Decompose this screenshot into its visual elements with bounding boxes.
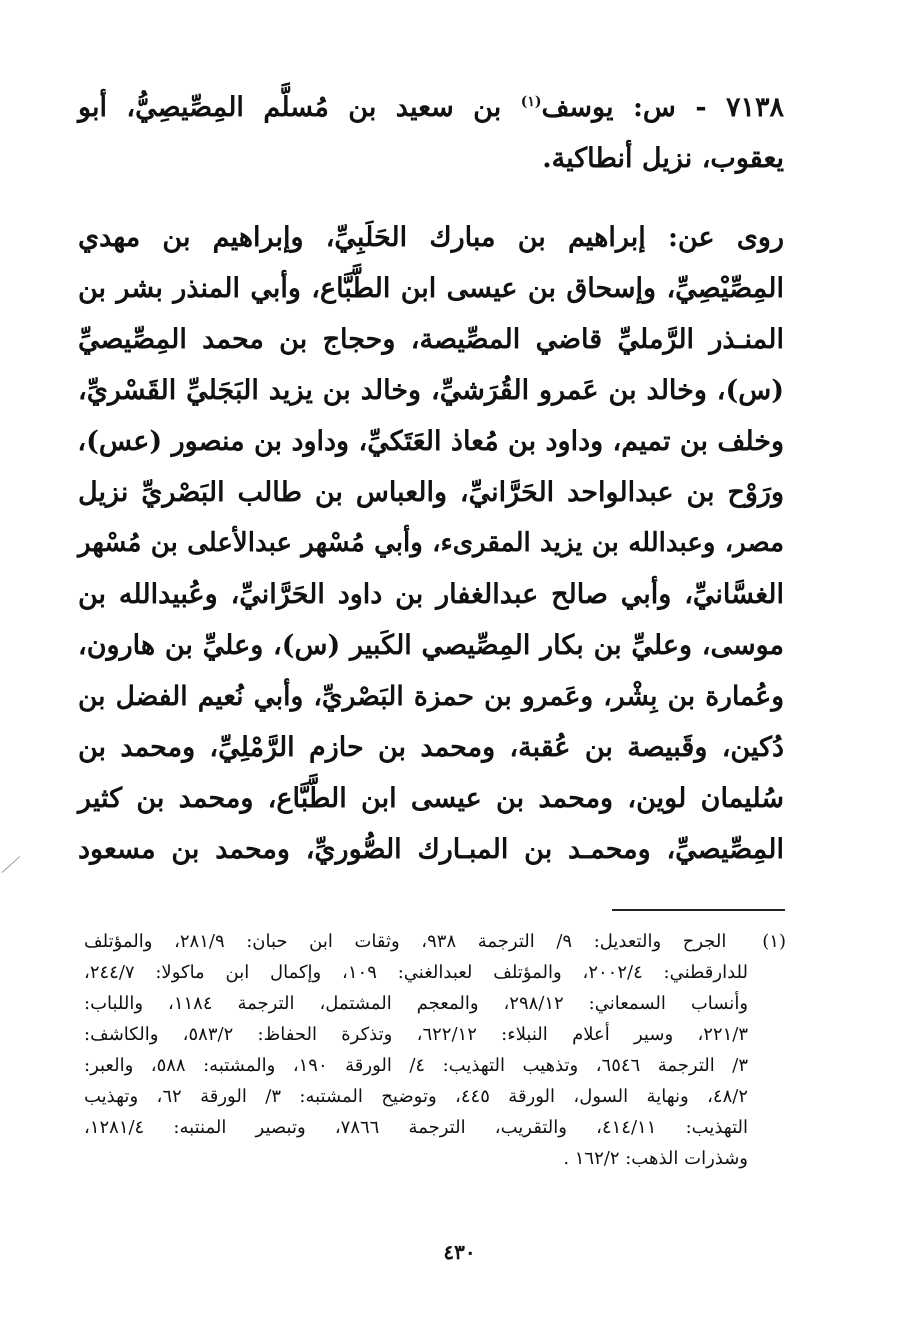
entry-line: يعقوب، نزيل أنطاكية. (542, 143, 784, 174)
entry-code: س (642, 92, 676, 123)
footnote-rule (612, 909, 785, 911)
text-line: المنـذر الرَّمليِّ قاضي المصِّيصة، وحجاج بن محمد المِصِّيصيِّ (78, 324, 784, 355)
page-number: ٤٣٠ (443, 1240, 476, 1264)
footnote-line-content: الجرح والتعديل: ٩/ الترجمة ٩٣٨، وثقات ابن حبان: ٢٨١/٩، والمؤتلف (84, 931, 727, 952)
footnote-marker: (١) (762, 931, 786, 952)
footnote-line: وشذرات الذهب: ١٦٢/٢ . (563, 1148, 748, 1169)
text-line: المِصِّيْصِيِّ، وإسحاق بن عيسى ابن الطَّبَّاع، وأبي المنذر بشر بن (78, 273, 784, 304)
entry-line: ٧١٣٨ - س: يوسف$^{(١)}$ بن سعيد بن مُسلَّم المِصِّيصِيُّ، أبو (78, 92, 784, 123)
text-line: سُليمان لوين، ومحمد بن عيسى ابن الطَّبَّاع، ومحمد بن كثير (78, 783, 784, 814)
footnote-line: وأنساب السمعاني: ٢٩٨/١٢، والمعجم المشتمل، الترجمة ١١٨٤، واللباب: (84, 993, 749, 1014)
footnote-reference: (١) (520, 94, 542, 110)
text-line: وخلف بن تميم، وداود بن مُعاذ العَتَكيِّ، وداود بن منصور (عس)، (77, 426, 784, 457)
footnote-line: ٣/ الترجمة ٦٥٤٦، وتذهيب التهذيب: ٤/ الورقة ١٩٠، والمشتبه: ٥٨٨، والعبر: (84, 1055, 748, 1076)
footnote-line: ٤٨/٢، ونهاية السول، الورقة ٤٤٥، وتوضيح المشتبه: ٣/ الورقة ٦٢، وتهذيب (84, 1086, 748, 1107)
text-line: المِصِّيصيِّ، ومحمـد بن المبـارك الصُّوريِّ، ومحمد بن مسعود (78, 834, 784, 865)
text-line: وعُمارة بن بِشْر، وعَمرو بن حمزة البَصْريِّ، وأبي نُعيم الفضل بن (78, 681, 784, 712)
section-lead: روى عن: (667, 222, 784, 253)
footnote-line: ٢٢١/٣، وسير أعلام النبلاء: ٦٢٢/١٢، وتذكرة الحفاظ: ٥٨٣/٢، والكاشف: (84, 1024, 748, 1045)
text-line: الغسَّانيِّ، وأبي صالح عبدالغفار بن داود الحَرَّانيِّ، وعُبيدالله بن (78, 579, 784, 610)
entry-number: ٧١٣٨ (725, 92, 784, 123)
text-line: دُكين، وقَبيصة بن عُقبة، ومحمد بن حازم الرَّمْلِيِّ، ومحمد بن (78, 732, 784, 763)
footnote (84, 926, 786, 1174)
margin-stroke (2, 856, 21, 873)
entry-name: يوسف (541, 92, 614, 123)
footnote-line: للدارقطني: ٢٠٠٢/٤، والمؤتلف لعبدالغني: ١٠٩، وإكمال ابن ماكولا: ٢٤٤/٧، (84, 962, 748, 983)
text-line: موسى، وعليِّ بن بكار المِصِّيصي الكَبير (س)، وعليِّ بن هارون، (78, 630, 784, 661)
text-line: (س)، وخالد بن عَمرو القُرَشيِّ، وخالد بن يزيد البَجَليِّ القَسْريِّ، (78, 375, 784, 406)
text-line: مصر، وعبدالله بن يزيد المقرىء، وأبي مُسْهر عبدالأعلى بن مُسْهر (78, 528, 784, 558)
text-line (78, 212, 784, 263)
text-line-content: إبراهيم بن مبارك الحَلَبِيِّ، وإبراهيم بن مهدي (78, 222, 646, 253)
text-line: ورَوْح بن عبدالواحد الحَرَّانيِّ، والعباس بن طالب البَصْريِّ نزيل (78, 477, 784, 508)
footnote-line: التهذيب: ٤١٤/١١، والتقريب، الترجمة ٧٨٦٦، وتبصير المنتبه: ١٢٨١/٤، (84, 1117, 748, 1138)
entry-name-rest: بن سعيد بن مُسلَّم المِصِّيصِيُّ، أبو (78, 92, 502, 123)
footnote-line (84, 926, 786, 957)
entry-heading (78, 82, 784, 184)
narrators-paragraph (78, 212, 784, 875)
